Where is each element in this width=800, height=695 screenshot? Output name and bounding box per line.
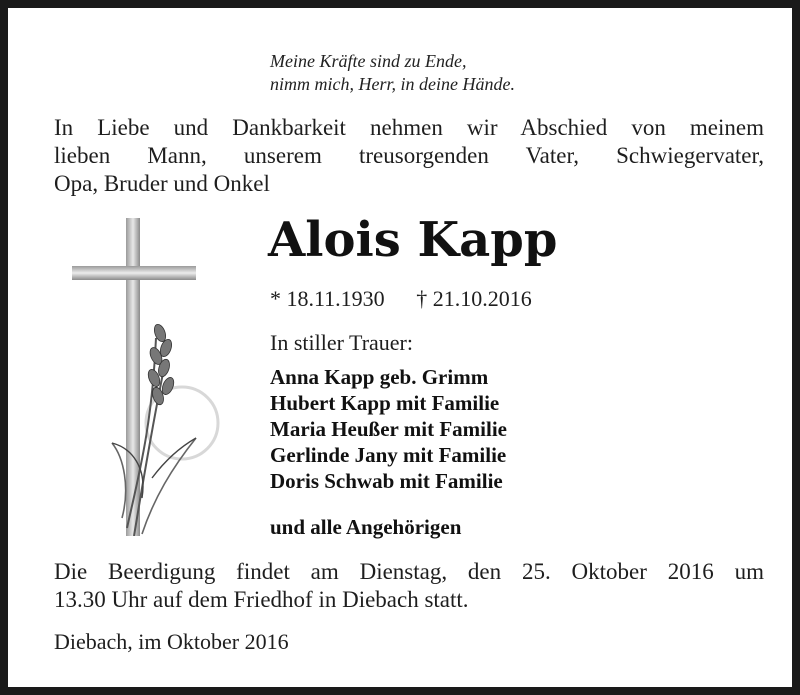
motto-line-2: nimm mich, Herr, in deine Hände. [270, 74, 515, 94]
mourner-item: Anna Kapp geb. Grimm [270, 365, 489, 389]
intro-line-3: Opa, Bruder und Onkel [54, 171, 270, 196]
life-dates [270, 286, 558, 312]
intro-line-1: In Liebe und Dankbarkeit nehmen wir Abschied von meinem [54, 115, 764, 140]
birth-date: * 18.11.1930 [270, 286, 385, 311]
motto-line-1: Meine Kräfte sind zu Ende, [270, 51, 467, 71]
motto-verse [270, 50, 515, 96]
funeral-line-2: 13.30 Uhr auf dem Friedhof in Diebach statt. [54, 587, 469, 612]
intro-line-2: lieben Mann, unserem treusorgenden Vater, Schwiegervater, [54, 143, 764, 168]
mourner-item: Hubert Kapp mit Familie [270, 391, 500, 415]
place-date: Diebach, im Oktober 2016 [54, 629, 289, 654]
mourner-item: Gerlinde Jany mit Familie [270, 443, 507, 467]
intro-text [54, 114, 764, 198]
death-date: † 21.10.2016 [416, 286, 532, 311]
mourner-list [270, 364, 507, 494]
deceased-name: Alois Kapp [268, 212, 558, 268]
mourner-item: Maria Heußer mit Familie [270, 417, 507, 441]
funeral-info [54, 558, 764, 614]
mourner-item: Doris Schwab mit Familie [270, 469, 503, 493]
funeral-line-1: Die Beerdigung findet am Dienstag, den 25. Oktober 2016 um [54, 559, 764, 584]
cross-with-wheat-icon [72, 218, 222, 536]
relatives-line: und alle Angehörigen [270, 515, 462, 539]
mourning-label: In stiller Trauer: [270, 330, 413, 355]
